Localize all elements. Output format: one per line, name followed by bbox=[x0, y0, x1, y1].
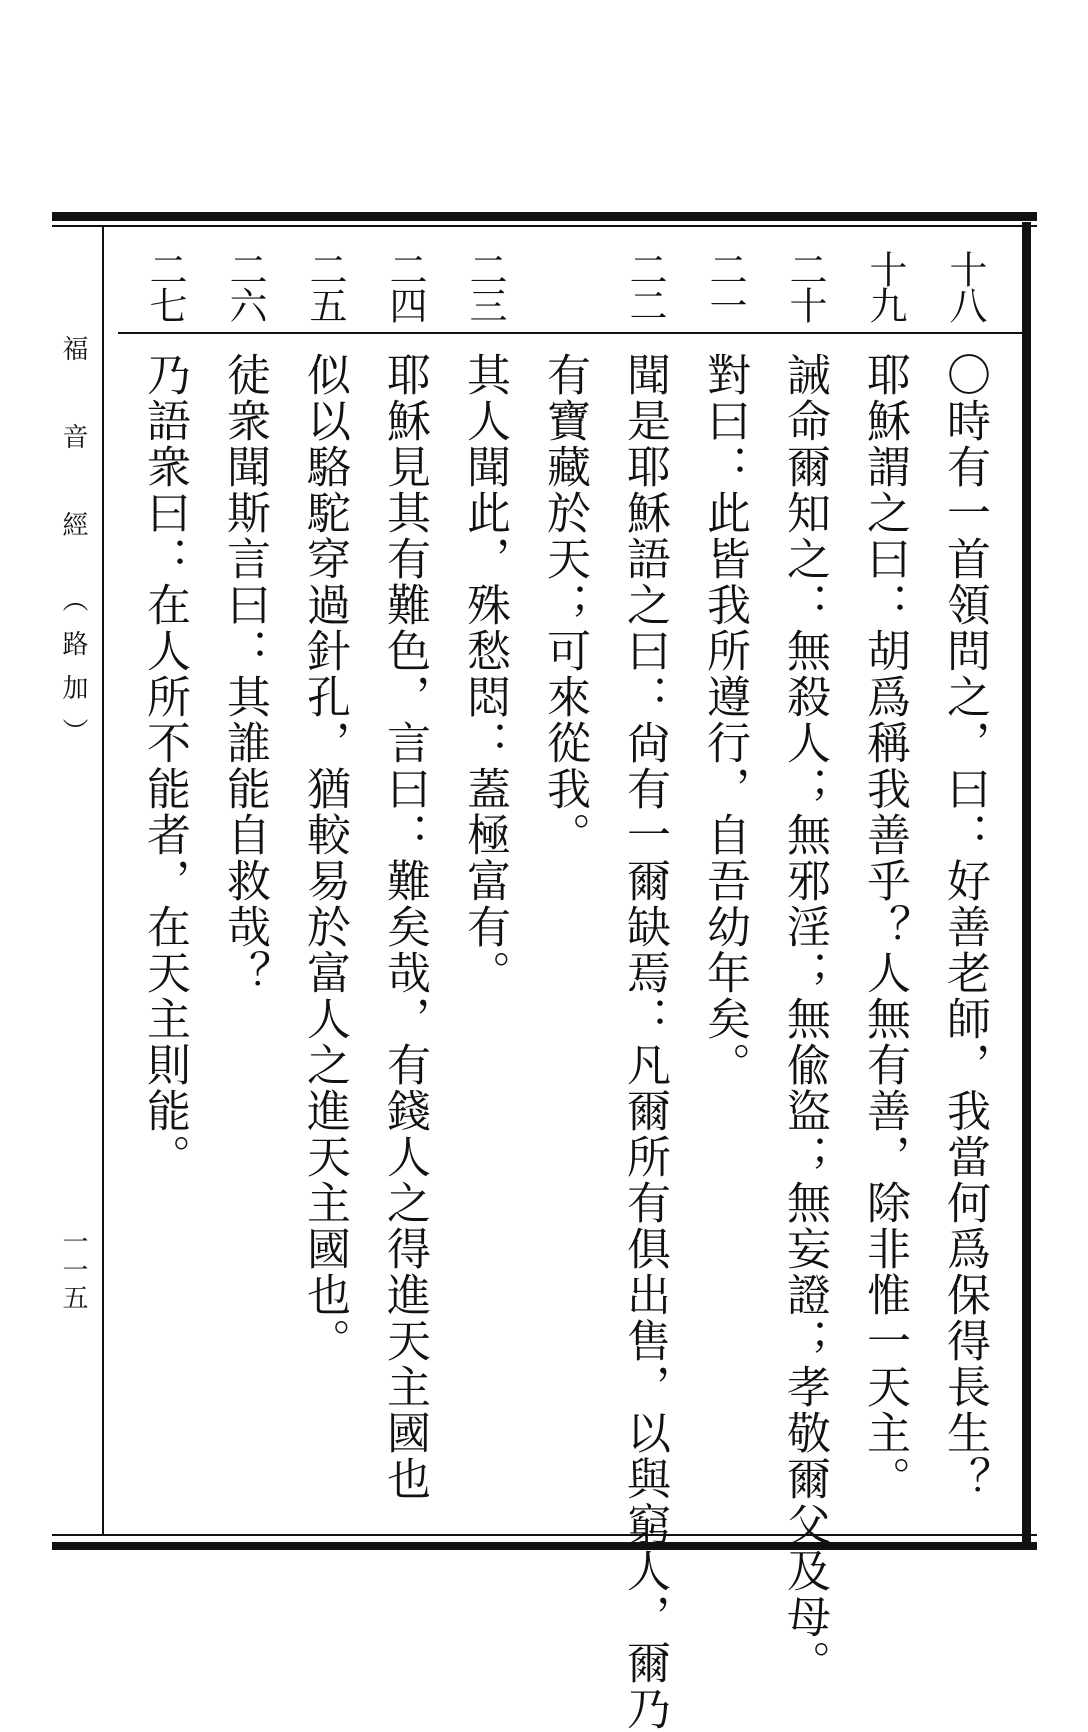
verse-number: 十九 bbox=[863, 250, 907, 322]
text-column: 似以駱駝穿過針孔，猶較易於富人之進天主國也。 bbox=[299, 352, 350, 1364]
verse-number-divider bbox=[118, 332, 1023, 334]
text-column: 耶穌見其有難色，言曰：難矣哉，有錢人之得進天主國也 bbox=[379, 352, 430, 1502]
text-column: 〇時有一首領問之，曰：好善老師，我當何爲保得長生？ bbox=[939, 352, 990, 1502]
text-column: 其人聞此，殊愁悶：蓋極富有。 bbox=[459, 352, 510, 996]
verse-number: 二二 bbox=[623, 250, 667, 322]
verse-number: 二五 bbox=[303, 250, 347, 322]
text-column: 聞是耶穌語之曰：尙有一爾缺焉：凡爾所有俱出售，以與窮人，爾乃 bbox=[619, 352, 670, 1732]
text-column: 有寶藏於天；可來從我。 bbox=[539, 352, 590, 858]
text-column: 對曰：此皆我所遵行，自吾幼年矣。 bbox=[699, 352, 750, 1088]
top-border bbox=[52, 212, 1037, 221]
bottom-border-inner bbox=[52, 1534, 1037, 1536]
bottom-border bbox=[52, 1542, 1037, 1550]
verse-number: 二十 bbox=[783, 250, 827, 322]
right-border bbox=[1022, 222, 1031, 1544]
verse-number: 二三 bbox=[463, 250, 507, 322]
running-title: 福 音 經 （路加） bbox=[58, 335, 88, 762]
verse-number: 二六 bbox=[223, 250, 267, 322]
left-border bbox=[102, 226, 104, 1536]
page-number: 一一五 bbox=[58, 1228, 88, 1312]
text-column: 誡命爾知之：無殺人；無邪淫；無偸盜；無妄證；孝敬爾父及母。 bbox=[779, 352, 830, 1686]
verse-number: 二四 bbox=[383, 250, 427, 322]
text-column: 徒衆聞斯言曰：其誰能自救哉？ bbox=[219, 352, 270, 996]
verse-number: 二一 bbox=[703, 250, 747, 322]
verse-number: 十八 bbox=[943, 250, 987, 322]
text-column: 乃語衆曰：在人所不能者，在天主則能。 bbox=[139, 352, 190, 1180]
text-column: 耶穌謂之曰：胡爲稱我善乎？人無有善，除非惟一天主。 bbox=[859, 352, 910, 1502]
top-border-inner bbox=[52, 225, 1037, 227]
verse-number: 二七 bbox=[143, 250, 187, 322]
